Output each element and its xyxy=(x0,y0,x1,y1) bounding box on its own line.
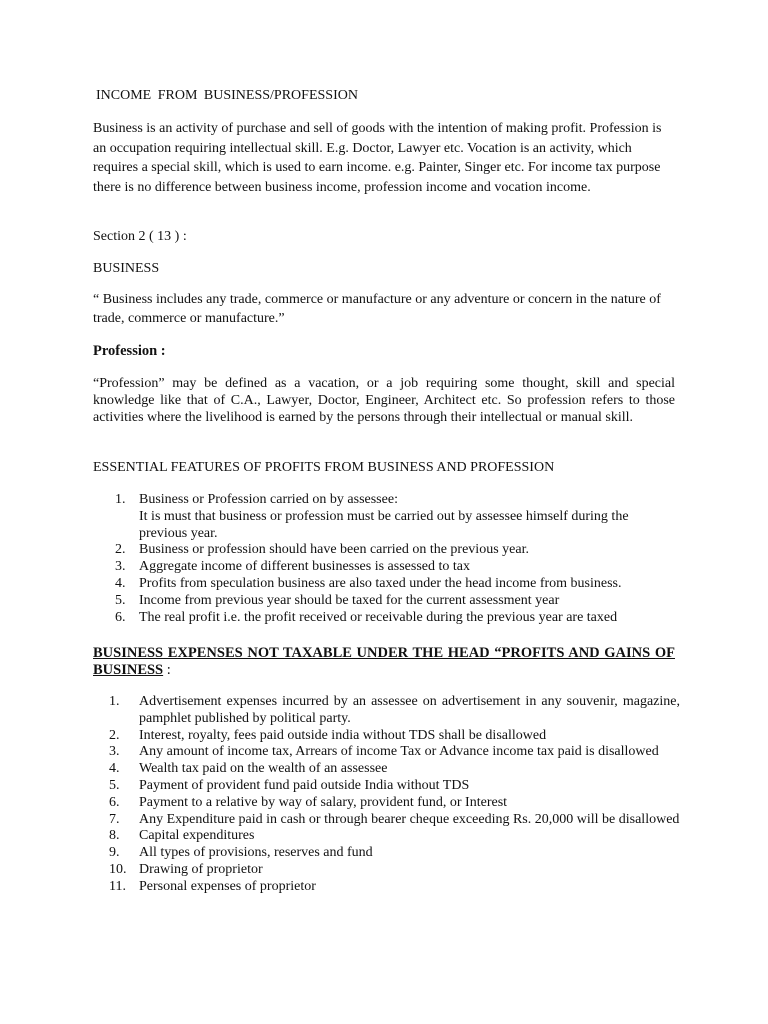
list-item xyxy=(115,593,680,610)
list-item xyxy=(109,812,680,829)
section-reference: Section 2 ( 13 ) : xyxy=(93,229,187,244)
list-item-number: 6. xyxy=(115,609,126,625)
list-item xyxy=(109,828,680,845)
list-item-number: 2. xyxy=(109,727,120,743)
expenses-heading-colon: : xyxy=(163,662,171,678)
list-item-text: Profits from speculation business are also taxed under the head income from business. xyxy=(139,575,622,591)
list-item-text: Business or profession should have been carried on the previous year. xyxy=(139,542,529,558)
list-item xyxy=(109,761,680,778)
list-item xyxy=(109,862,680,879)
list-item-text: Interest, royalty, fees paid outside india without TDS shall be disallowed xyxy=(139,727,547,743)
list-item-number: 3. xyxy=(109,744,120,760)
profession-heading: Profession : xyxy=(93,343,166,359)
list-item-number: 1. xyxy=(109,694,120,709)
list-item-number: 5. xyxy=(109,777,120,793)
list-item-number: 2. xyxy=(115,542,126,558)
list-item-text: Any amount of income tax, Arrears of income Tax or Advance income tax paid is disallowed xyxy=(139,744,659,760)
expenses-heading xyxy=(93,645,675,679)
list-item xyxy=(109,778,680,795)
list-item xyxy=(115,492,680,542)
list-item xyxy=(115,610,680,627)
list-item xyxy=(115,576,680,593)
list-item-number: 3. xyxy=(115,559,126,575)
list-item-text: Aggregate income of different businesses is assessed to tax xyxy=(139,559,470,575)
list-item-text: Payment to a relative by way of salary, provident fund, or Interest xyxy=(139,794,508,810)
list-item-text: Any Expenditure paid in cash or through bearer cheque exceeding Rs. 20,000 will be disallowed xyxy=(139,811,680,827)
list-item-text: Drawing of proprietor xyxy=(139,861,263,877)
intro-paragraph: Business is an activity of purchase and sell of goods with the intention of making profit. Profession is an occupation requiring intellectual skill. E.g. Doctor, Lawyer etc. Vocation is an activity, which requires a special skill, which is used to earn income. e.g. Painter, Singer etc. For income tax purpose there is no difference between business income, profession income and vocation income. xyxy=(93,121,662,195)
list-item xyxy=(115,542,680,559)
list-item-number: 11. xyxy=(109,878,126,894)
essential-features-list xyxy=(115,492,680,626)
list-item-number: 4. xyxy=(115,575,126,591)
list-item-text: Business or Profession carried on by assessee: xyxy=(139,492,398,507)
profession-definition: “Profession” may be defined as a vacation, or a job requiring some thought, skill and special knowledge like that of C.A., Lawyer, Doctor, Engineer, Architect etc. So profession refers to those activities where the livelihood is earned by the persons through their intellectual or manual skill. xyxy=(93,376,675,425)
list-item-number: 10. xyxy=(109,861,127,877)
list-item-text: Personal expenses of proprietor xyxy=(139,878,316,894)
list-item xyxy=(109,879,680,896)
list-item-number: 4. xyxy=(109,761,120,777)
list-item-number: 9. xyxy=(109,845,120,861)
business-definition: “ Business includes any trade, commerce or manufacture or any adventure or concern in the nature of trade, commerce or manufacture.” xyxy=(93,292,661,326)
list-item-text: Income from previous year should be taxed for the current assessment year xyxy=(139,592,560,608)
list-item xyxy=(109,795,680,812)
expenses-list xyxy=(109,694,680,896)
list-item-text: Capital expenditures xyxy=(139,828,255,844)
business-heading: BUSINESS xyxy=(93,261,160,276)
list-item-number: 7. xyxy=(109,811,120,827)
list-item-text: The real profit i.e. the profit received or receivable during the previous year are taxed xyxy=(139,609,618,625)
list-item-number: 5. xyxy=(115,592,126,608)
list-item-text: Wealth tax paid on the wealth of an assessee xyxy=(139,761,388,777)
list-item xyxy=(109,728,680,745)
list-item-text: Advertisement expenses incurred by an assessee on advertisement in any souvenir, magazine, pamphlet published by political party. xyxy=(139,694,680,726)
list-item xyxy=(115,559,680,576)
list-item xyxy=(109,694,680,728)
page-title: INCOME FROM BUSINESS/PROFESSION xyxy=(96,88,358,103)
essential-features-heading: ESSENTIAL FEATURES OF PROFITS FROM BUSINESS AND PROFESSION xyxy=(93,460,555,475)
list-item-text: Payment of provident fund paid outside India without TDS xyxy=(139,777,470,793)
list-item-text: All types of provisions, reserves and fund xyxy=(139,845,373,861)
expenses-heading-text: BUSINESS EXPENSES NOT TAXABLE UNDER THE HEAD “PROFITS AND GAINS OF BUSINESS xyxy=(93,645,675,678)
list-item-number: 1. xyxy=(115,492,126,507)
list-item-subtext: It is must that business or profession must be carried out by assessee himself during the previous year. xyxy=(139,508,629,541)
list-item xyxy=(109,845,680,862)
list-item xyxy=(109,744,680,761)
list-item-number: 8. xyxy=(109,828,120,844)
list-item-number: 6. xyxy=(109,794,120,810)
